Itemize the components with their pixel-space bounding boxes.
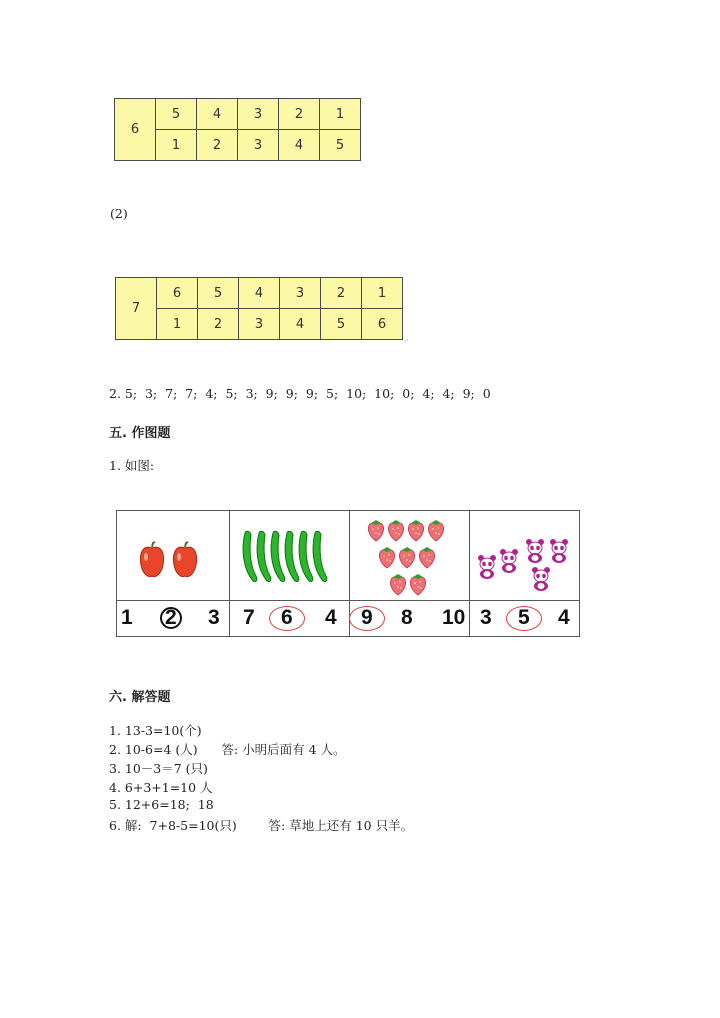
table-cell: 3 bbox=[238, 99, 279, 130]
counting-panel bbox=[116, 510, 580, 637]
table-cell: 6 bbox=[362, 309, 403, 340]
table-cell: 1 bbox=[156, 130, 197, 161]
answer-line: 5. 12+6=18; 18 bbox=[109, 797, 214, 812]
section-5-item-1: 1. 如图: bbox=[109, 458, 155, 473]
divider bbox=[229, 511, 230, 636]
section-6-heading: 六. 解答题 bbox=[109, 690, 171, 705]
table-cell: 2 bbox=[279, 99, 320, 130]
table-cell: 1 bbox=[157, 309, 198, 340]
strawberry-icon bbox=[379, 547, 394, 568]
table-cell: 1 bbox=[362, 278, 403, 309]
number-split-table-7 bbox=[115, 277, 403, 340]
option-number: 4 bbox=[325, 606, 337, 629]
option-number-answer: 2 bbox=[165, 606, 177, 629]
answer-line: 2. 10-6=4 (人) 答: 小明后面有 4 人。 bbox=[109, 742, 346, 757]
cucumber-icon bbox=[271, 531, 285, 581]
option-number: 8 bbox=[401, 606, 413, 629]
divider bbox=[117, 600, 579, 601]
table-cell: 2 bbox=[321, 278, 362, 309]
apples-picture bbox=[137, 541, 207, 581]
strawberry-icon bbox=[419, 547, 434, 568]
table-cell: 1 bbox=[320, 99, 361, 130]
panda-icon bbox=[550, 539, 568, 563]
number-split-table-6 bbox=[114, 98, 361, 161]
option-number-answer: 6 bbox=[281, 606, 293, 629]
strawberries-picture bbox=[367, 517, 451, 597]
option-number: 10 bbox=[442, 606, 466, 629]
panda-icon bbox=[526, 539, 544, 563]
section-5-heading: 五. 作图题 bbox=[109, 426, 171, 441]
answer-line: 1. 13-3=10(个) bbox=[109, 723, 202, 738]
answer-line: 6. 解: 7+8-5=10(只) 答: 草地上还有 10 只羊。 bbox=[109, 818, 414, 833]
strawberry-icon bbox=[368, 520, 383, 541]
panda-icon bbox=[532, 567, 550, 591]
table-total: 6 bbox=[115, 99, 156, 161]
table-cell: 4 bbox=[197, 99, 238, 130]
option-number-answer: 5 bbox=[518, 606, 530, 629]
apple-icon bbox=[140, 542, 163, 577]
table-cell: 3 bbox=[238, 130, 279, 161]
table-cell: 4 bbox=[279, 130, 320, 161]
table-cell: 6 bbox=[157, 278, 198, 309]
table-cell: 2 bbox=[198, 309, 239, 340]
option-number: 4 bbox=[558, 606, 570, 629]
answer-line: 3. 10－3＝7 (只) bbox=[109, 761, 208, 776]
cucumber-icon bbox=[299, 531, 313, 581]
table-cell: 2 bbox=[197, 130, 238, 161]
subpart-label: (2) bbox=[110, 206, 128, 221]
pandas-picture bbox=[475, 533, 575, 593]
table-cell: 3 bbox=[280, 278, 321, 309]
answer-line-2: 2. 5; 3; 7; 7; 4; 5; 3; 9; 9; 9; 5; 10; 10; 0; 4; 4; 9; 0 bbox=[109, 386, 491, 401]
panda-icon bbox=[478, 555, 496, 579]
cucumbers-picture bbox=[239, 529, 339, 585]
table-cell: 4 bbox=[280, 309, 321, 340]
strawberry-icon bbox=[428, 520, 443, 541]
paragraph-mark-icon: ↵ bbox=[404, 338, 409, 344]
table-cell: 3 bbox=[239, 309, 280, 340]
option-number: 3 bbox=[208, 606, 220, 629]
table-cell: 5 bbox=[156, 99, 197, 130]
panda-icon bbox=[500, 549, 518, 573]
apple-icon bbox=[173, 542, 196, 577]
cucumber-icon bbox=[257, 531, 271, 581]
option-number: 3 bbox=[480, 606, 492, 629]
strawberry-icon bbox=[399, 547, 414, 568]
answer-line: 4. 6+3+1=10 人 bbox=[109, 780, 213, 795]
table-cell: 5 bbox=[320, 130, 361, 161]
strawberry-icon bbox=[390, 574, 405, 595]
divider bbox=[469, 511, 470, 636]
table-total: 7 bbox=[116, 278, 157, 340]
option-number: 1 bbox=[121, 606, 133, 629]
cucumber-icon bbox=[243, 531, 257, 581]
table-cell: 5 bbox=[321, 309, 362, 340]
strawberry-icon bbox=[388, 520, 403, 541]
cucumber-icon bbox=[313, 531, 327, 581]
strawberry-icon bbox=[410, 574, 425, 595]
option-number-answer: 9 bbox=[361, 606, 373, 629]
strawberry-icon bbox=[408, 520, 423, 541]
cucumber-icon bbox=[285, 531, 299, 581]
table-cell: 5 bbox=[198, 278, 239, 309]
option-number: 7 bbox=[243, 606, 255, 629]
table-cell: 4 bbox=[239, 278, 280, 309]
